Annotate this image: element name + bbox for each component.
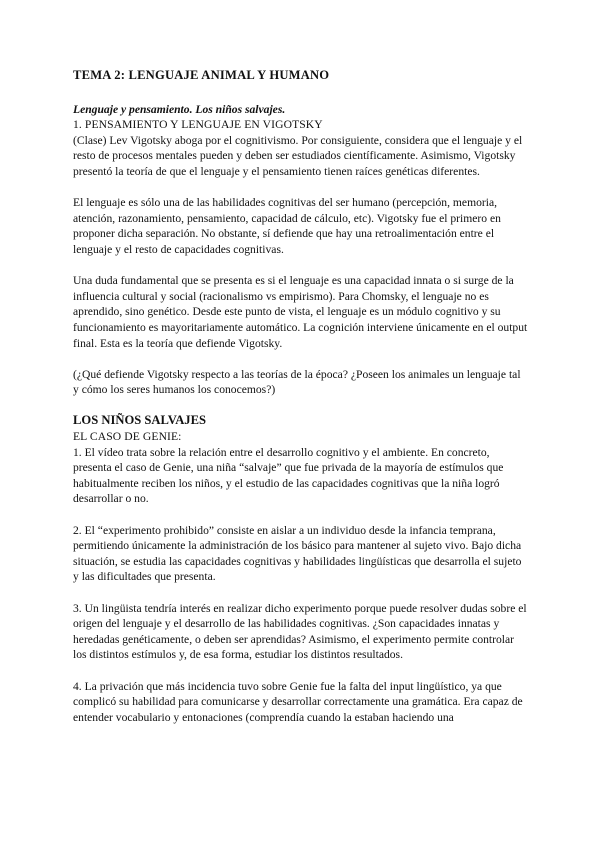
section-subheading-genie: EL CASO DE GENIE: <box>73 430 182 444</box>
document-title: TEMA 2: LENGUAJE ANIMAL Y HUMANO <box>73 68 330 82</box>
paragraph: El lenguaje es sólo una de las habilidades cognitivas del ser humano (percepción, memoria, atención, razonamiento, pensamiento, capacidad de cálculo, etc). Vigotsky fue el primero en proponer dicha separación. No obstante, sí defiende que hay una retroalimentación entre el lenguaje y el resto de capacidades cognitivas. <box>73 196 501 256</box>
paragraph: 4. La privación que más incidencia tuvo sobre Genie fue la falta del input lingüístico, ya que complicó su habilidad para comunicarse y desarrollar correctamente una gramática. Era capaz de entender vocabulario y entonaciones (comprendía cuando la estaban haciendo una <box>73 679 523 724</box>
paragraph: (Clase) Lev Vigotsky aboga por el cognitivismo. Por consiguiente, considera que el lenguaje y el resto de procesos mentales pueden y deben ser estudiados científicamente. Asimismo, Vigotsky presentó la teoría de que el lenguaje y el pensamiento tienen raíces genéticas diferentes. <box>73 133 523 178</box>
paragraph: 2. El “experimento prohibido” consiste en aislar a un individuo desde la infancia temprana, permitiendo únicamente la administración de los básico para mantener al sujeto vivo. Bajo dicha situación, se estudia las capacidades cognitivas y habilidades lingüísticas que desarrolla el sujeto y las dificultades que presenta. <box>73 523 522 584</box>
section-heading-vigotsky: 1. PENSAMIENTO Y LENGUAJE EN VIGOTSKY <box>73 118 323 132</box>
document-page <box>73 68 529 725</box>
paragraph: (¿Qué defiende Vigotsky respecto a las teorías de la época? ¿Poseen los animales un lenguaje tal y cómo los seres humanos los conocemos?) <box>73 367 521 397</box>
section-subtitle: Lenguaje y pensamiento. Los niños salvajes. <box>73 102 286 116</box>
paragraph: 1. El vídeo trata sobre la relación entre el desarrollo cognitivo y el ambiente. En concreto, presenta el caso de Genie, una niña “salvaje” que fue privada de la mayoría de estímulos que habitualmente reciben los niños, y el estudio de las capacidades cognitivas que la niña logró desarrollar o no. <box>73 445 504 506</box>
paragraph: 3. Un lingüista tendría interés en realizar dicho experimento porque puede resolver dudas sobre el origen del lenguaje y el desarrollo de las habilidades cognitivas. ¿Son capacidades innatas y heredadas genéticamente, o deben ser aprendidas? Asimismo, el experimento permite controlar los distintos estímulos y, de esa forma, estudiar los distintos resultados. <box>73 601 527 662</box>
section-heading-ninos-salvajes: LOS NIÑOS SALVAJES <box>73 413 206 428</box>
paragraph: Una duda fundamental que se presenta es si el lenguaje es una capacidad innata o si surge de la influencia cultural y social (racionalismo vs empirismo). Para Chomsky, el lenguaje no es aprendido, sino genético. Desde este punto de vista, el lenguaje es un módulo cognitivo y su funcionamiento es mayoritariamente automático. La cognición interviene únicamente en el output final. Esta es la teoría que defiende Vigotsky. <box>73 274 528 350</box>
